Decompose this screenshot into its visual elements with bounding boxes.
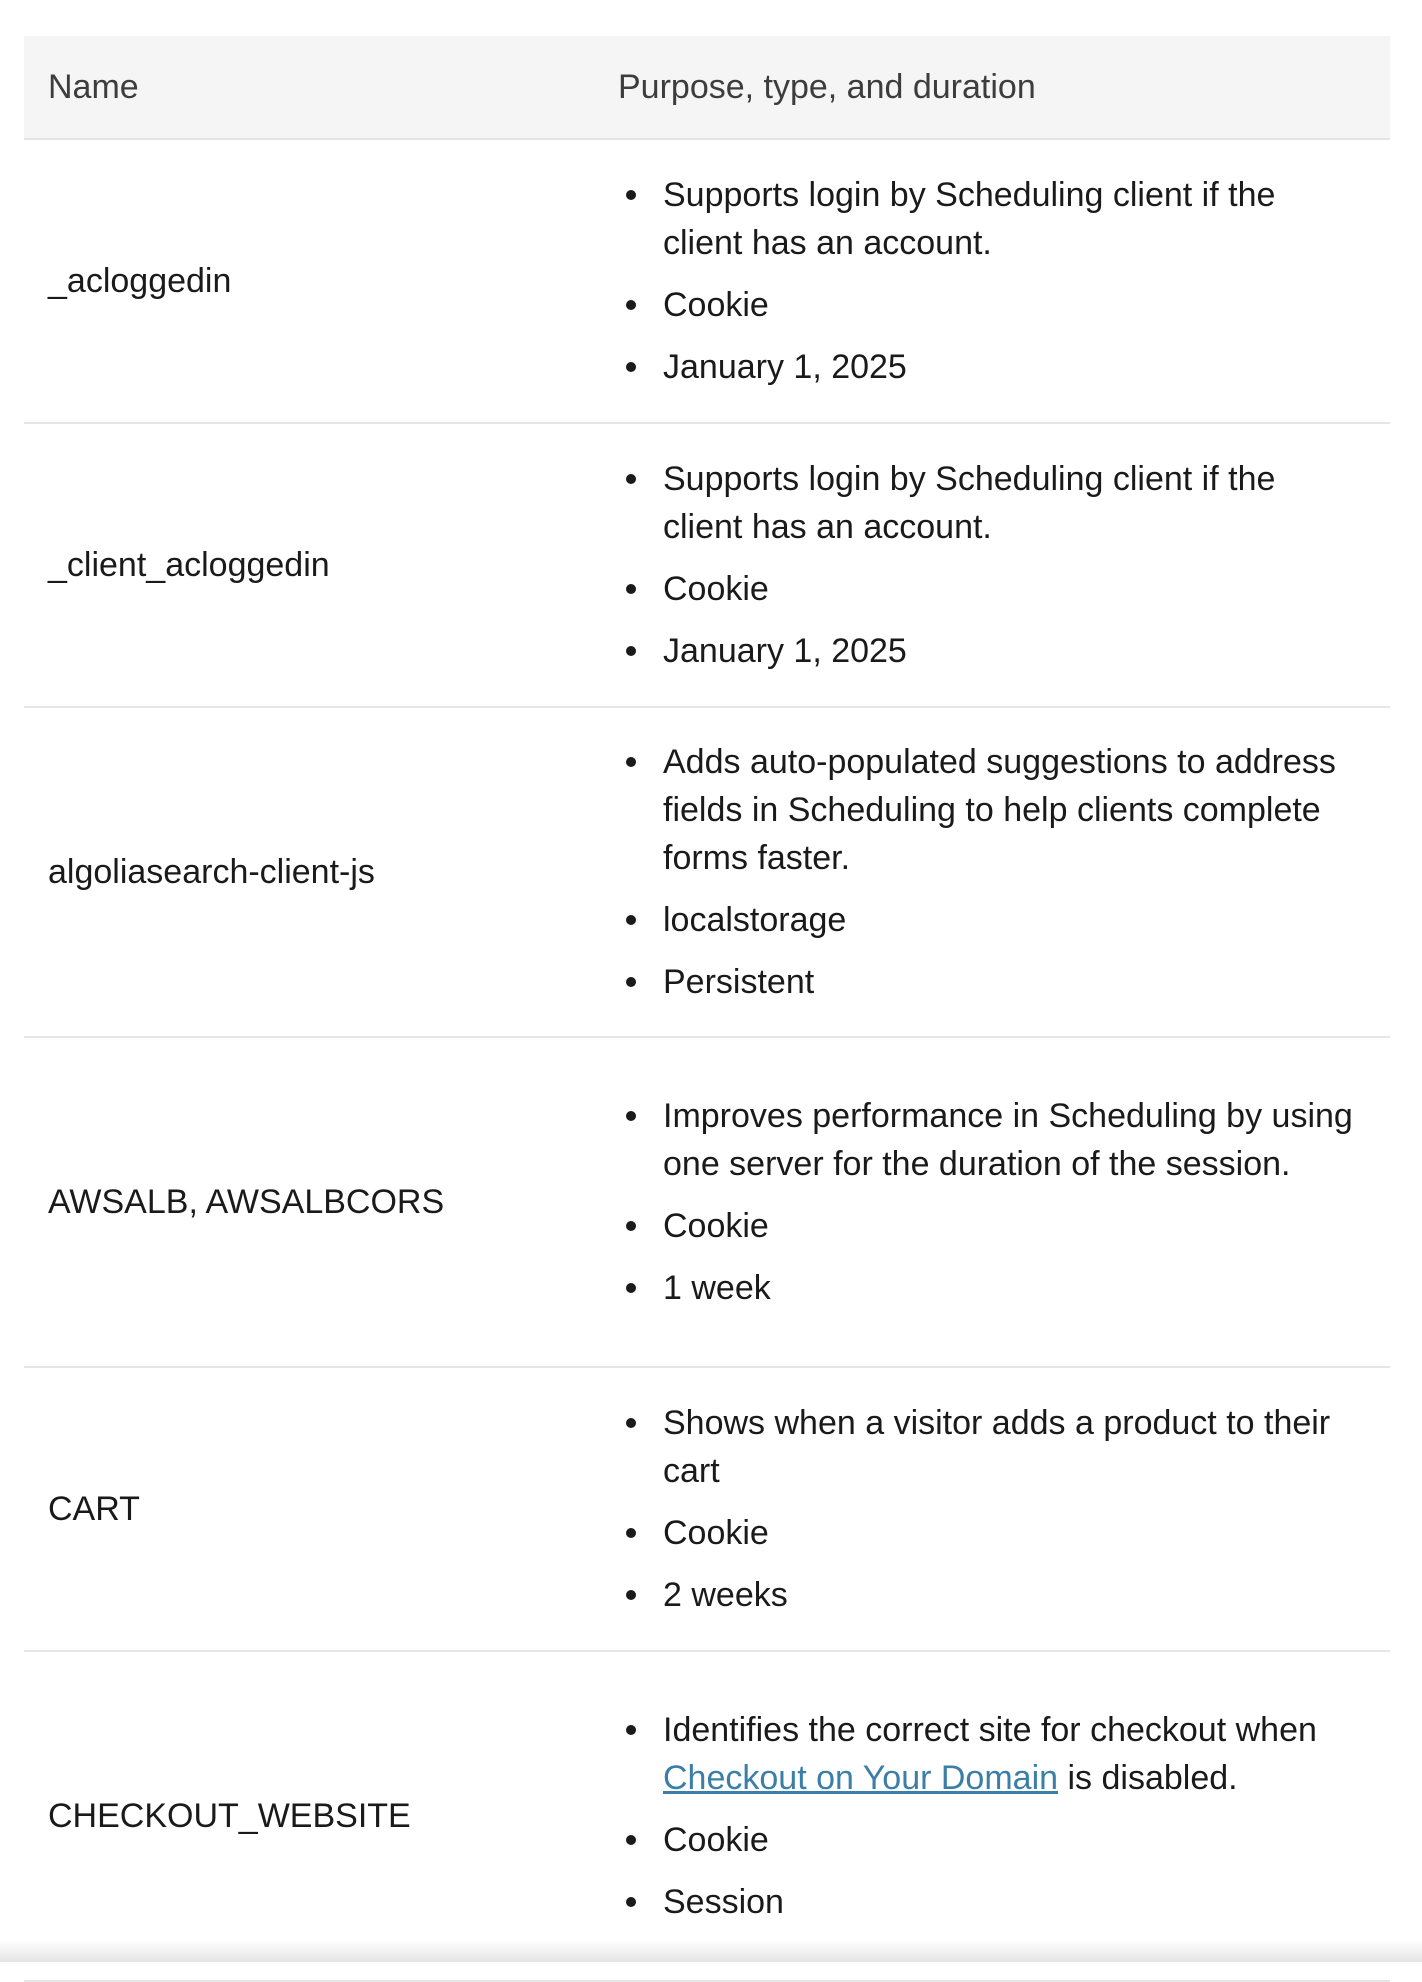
type-item: Cookie bbox=[663, 281, 1362, 329]
purpose-text-after: is disabled. bbox=[1067, 1759, 1238, 1797]
purpose-item bbox=[663, 1706, 1362, 1802]
cookie-name: AWSALB, AWSALBCORS bbox=[24, 1037, 594, 1367]
table-row bbox=[24, 707, 1390, 1037]
header-purpose: Purpose, type, and duration bbox=[594, 36, 1390, 139]
type-item: Cookie bbox=[663, 1202, 1362, 1250]
table-row bbox=[24, 423, 1390, 707]
header-name: Name bbox=[24, 36, 594, 139]
cookie-name: CART bbox=[24, 1367, 594, 1651]
table-row bbox=[24, 1367, 1390, 1651]
type-item: Cookie bbox=[663, 1816, 1362, 1864]
purpose-item: Supports login by Scheduling client if the client has an account. bbox=[663, 455, 1362, 551]
duration-item: Persistent bbox=[663, 958, 1362, 1006]
header-row bbox=[24, 36, 1390, 139]
duration-item: 2 weeks bbox=[663, 1571, 1362, 1619]
details-list bbox=[594, 1706, 1362, 1926]
details-list bbox=[594, 171, 1362, 391]
cookie-name: _acloggedin bbox=[24, 139, 594, 423]
duration-item: January 1, 2025 bbox=[663, 627, 1362, 675]
cookie-details bbox=[594, 139, 1390, 423]
duration-item: 1 week bbox=[663, 1264, 1362, 1312]
cookie-table bbox=[24, 36, 1390, 1982]
cookie-table-container bbox=[24, 36, 1390, 1982]
purpose-text-before: Identifies the correct site for checkout when bbox=[663, 1711, 1317, 1749]
cookie-name: CHECKOUT_WEBSITE bbox=[24, 1651, 594, 1981]
table-header bbox=[24, 36, 1390, 139]
cookie-details bbox=[594, 423, 1390, 707]
purpose-item: Supports login by Scheduling client if the client has an account. bbox=[663, 171, 1362, 267]
cookie-details bbox=[594, 707, 1390, 1037]
table-row bbox=[24, 1651, 1390, 1981]
duration-item: Session bbox=[663, 1878, 1362, 1926]
table-row bbox=[24, 1037, 1390, 1367]
purpose-item: Adds auto-populated suggestions to address fields in Scheduling to help clients complete forms faster. bbox=[663, 738, 1362, 882]
table-row bbox=[24, 139, 1390, 423]
purpose-item: Shows when a visitor adds a product to their cart bbox=[663, 1399, 1362, 1495]
purpose-item: Improves performance in Scheduling by using one server for the duration of the session. bbox=[663, 1092, 1362, 1188]
duration-item: January 1, 2025 bbox=[663, 343, 1362, 391]
type-item: Cookie bbox=[663, 565, 1362, 613]
details-list bbox=[594, 1092, 1362, 1312]
table-body bbox=[24, 139, 1390, 1981]
details-list bbox=[594, 455, 1362, 675]
cookie-name: algoliasearch-client-js bbox=[24, 707, 594, 1037]
type-item: localstorage bbox=[663, 896, 1362, 944]
cookie-details bbox=[594, 1367, 1390, 1651]
cookie-details bbox=[594, 1651, 1390, 1981]
details-list bbox=[594, 738, 1362, 1006]
cookie-details bbox=[594, 1037, 1390, 1367]
cookie-name: _client_acloggedin bbox=[24, 423, 594, 707]
details-list bbox=[594, 1399, 1362, 1619]
bottom-edge-shadow bbox=[0, 1940, 1422, 1962]
checkout-on-your-domain-link[interactable]: Checkout on Your Domain bbox=[663, 1759, 1059, 1797]
type-item: Cookie bbox=[663, 1509, 1362, 1557]
